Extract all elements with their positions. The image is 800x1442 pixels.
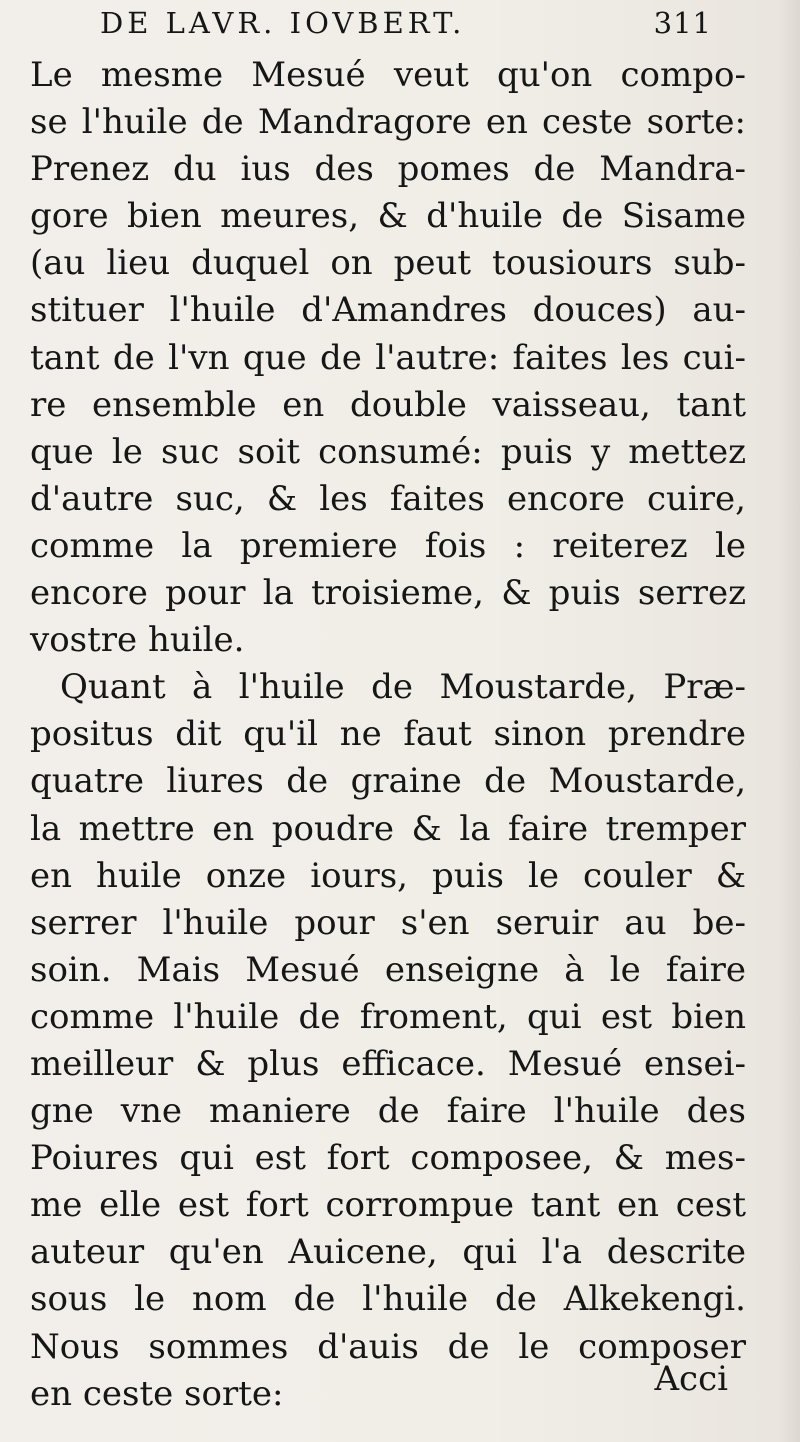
text-line: Poiures qui est fort composee, & mes- <box>30 1138 746 1179</box>
text-line: me elle est fort corrompue tant en cest <box>30 1185 746 1226</box>
running-title: DE LAVR. IOVBERT. <box>100 6 466 40</box>
text-line: tant de l'vn que de l'autre: faites les cui- <box>30 337 746 378</box>
page-edge-shadow <box>778 0 800 1442</box>
text-line: en huile onze iours, puis le couler & <box>30 855 746 896</box>
text-line: re ensemble en double vaisseau, tant <box>30 384 746 425</box>
text-line: encore pour la troisieme, & puis serrez <box>30 573 746 614</box>
text-line: stituer l'huile d'Amandres douces) au- <box>30 290 746 331</box>
text-line: quatre liures de graine de Moustarde, <box>30 761 746 802</box>
running-header <box>100 2 712 42</box>
text-line: la mettre en poudre & la faire tremper <box>30 808 746 849</box>
text-line: comme l'huile de froment, qui est bien <box>30 996 746 1037</box>
text-line: Quant à l'huile de Moustarde, Præ- <box>60 667 746 708</box>
text-line: Prenez du ius des pomes de Mandra- <box>30 149 746 190</box>
text-line: meilleur & plus efficace. Mesué ensei- <box>30 1043 746 1084</box>
text-line: se l'huile de Mandragore en ceste sorte: <box>30 102 746 143</box>
text-line: sous le nom de l'huile de Alkekengi. <box>30 1279 746 1320</box>
catchword: Acci <box>654 1359 728 1399</box>
text-line: soin. Mais Mesué enseigne à le faire <box>30 949 746 990</box>
text-line: comme la premiere fois : reiterez le <box>30 525 746 566</box>
body-text <box>30 52 746 1418</box>
page-number: 311 <box>653 6 712 40</box>
text-line: d'autre suc, & les faites encore cuire, <box>30 478 746 519</box>
text-line: gore bien meures, & d'huile de Sisame <box>30 196 746 237</box>
text-line: serrer l'huile pour s'en seruir au be- <box>30 902 746 943</box>
text-line: auteur qu'en Auicene, qui l'a descrite <box>30 1232 746 1273</box>
text-line: vostre huile. <box>30 620 245 661</box>
text-line: (au lieu duquel on peut tousiours sub- <box>30 243 746 284</box>
text-line: gne vne maniere de faire l'huile des <box>30 1091 746 1132</box>
text-line: Le mesme Mesué veut qu'on compo- <box>30 55 746 95</box>
text-line: Nous sommes d'auis de le composer <box>30 1326 746 1367</box>
text-line: que le suc soit consumé: puis y mettez <box>30 431 746 472</box>
text-line: positus dit qu'il ne faut sinon prendre <box>30 714 746 755</box>
text-line: en ceste sorte: <box>30 1373 284 1414</box>
